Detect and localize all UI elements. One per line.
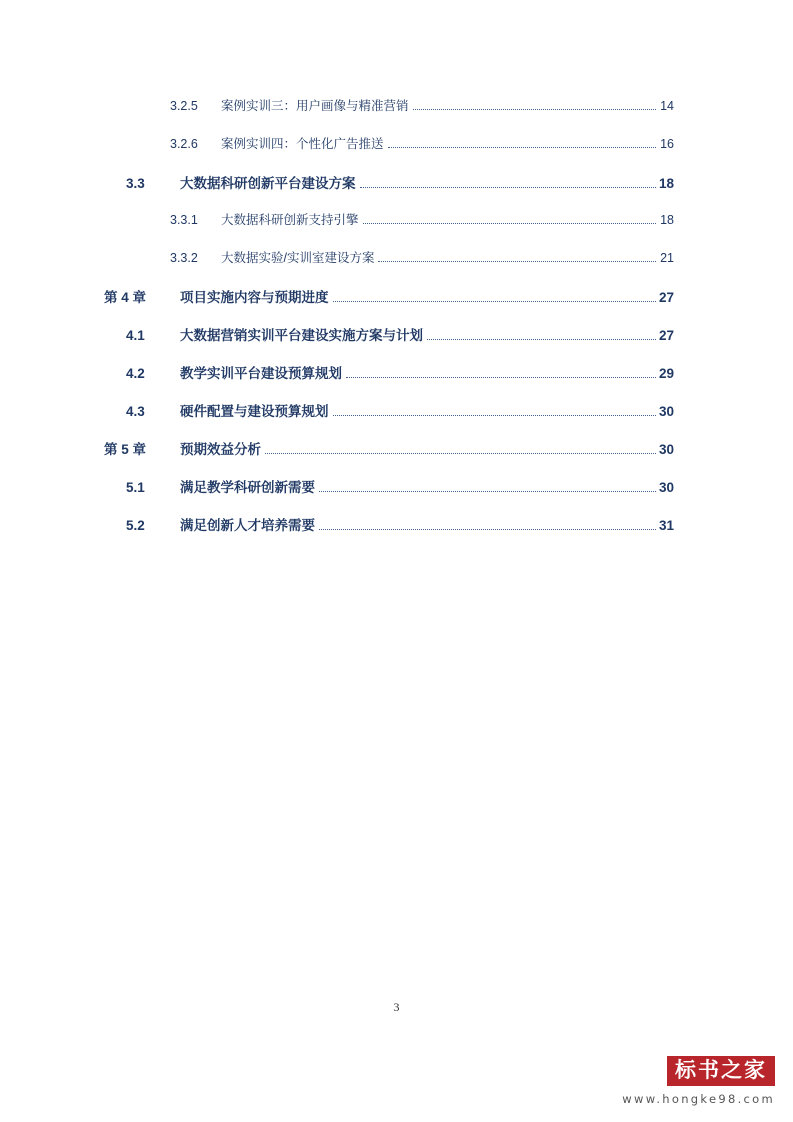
toc-entry-number: 5.2 [126, 518, 145, 533]
toc-entry-title: 大数据科研创新平台建设方案 [180, 176, 356, 191]
toc-leader-dots [378, 261, 656, 262]
toc-entry[interactable] [104, 514, 674, 552]
watermark-url: www.hongke98.com [622, 1092, 775, 1106]
toc-leader-dots [360, 187, 657, 188]
toc-entry-title: 案例实训四：个性化广告推送 [221, 137, 384, 151]
toc-leader-dots [346, 377, 656, 378]
toc-entry[interactable] [104, 96, 674, 134]
toc-entry-page: 29 [658, 366, 674, 381]
toc-leader-dots [363, 223, 656, 224]
toc-entry-page: 18 [658, 176, 674, 191]
toc-leader-dots [427, 339, 656, 340]
toc-entry-title: 满足教学科研创新需要 [180, 480, 315, 495]
toc-entry-title: 预期效益分析 [180, 442, 261, 457]
toc-leader-dots [319, 529, 656, 530]
toc-entry[interactable] [104, 362, 674, 400]
toc-leader-dots [413, 109, 656, 110]
toc-entry[interactable] [104, 248, 674, 286]
toc-entry-page: 27 [658, 290, 674, 305]
toc-leader-dots [265, 453, 656, 454]
toc-entry-page: 21 [660, 251, 674, 265]
toc-leader-dots [333, 415, 657, 416]
toc-entry[interactable] [104, 286, 674, 324]
toc-entry-number: 3.2.5 [170, 99, 198, 113]
toc-entry[interactable] [104, 210, 674, 248]
watermark [622, 1056, 775, 1106]
toc-entry[interactable] [104, 134, 674, 172]
toc-entry-title: 案例实训三：用户画像与精准营销 [221, 99, 409, 113]
toc-entry-number: 第 4 章 [104, 290, 147, 305]
toc-entry-number: 第 5 章 [104, 442, 147, 457]
toc-entry-page: 16 [660, 137, 674, 151]
toc-entry-page: 31 [658, 518, 674, 533]
toc-entry-number: 3.3 [126, 176, 145, 191]
toc-entry-number: 4.2 [126, 366, 145, 381]
toc-entry-number: 3.3.2 [170, 251, 198, 265]
table-of-contents [104, 96, 674, 552]
watermark-badge: 标书之家 [667, 1056, 775, 1086]
toc-entry-number: 5.1 [126, 480, 145, 495]
toc-entry[interactable] [104, 172, 674, 210]
toc-leader-dots [319, 491, 656, 492]
toc-entry-title: 教学实训平台建设预算规划 [180, 366, 342, 381]
toc-entry[interactable] [104, 476, 674, 514]
toc-entry-number: 3.3.1 [170, 213, 198, 227]
toc-entry-number: 4.1 [126, 328, 145, 343]
page-number: 3 [393, 1000, 400, 1014]
toc-entry-title: 大数据营销实训平台建设实施方案与计划 [180, 328, 423, 343]
toc-entry-title: 满足创新人才培养需要 [180, 518, 315, 533]
toc-entry[interactable] [104, 438, 674, 476]
toc-entry-title: 硬件配置与建设预算规划 [180, 404, 329, 419]
toc-entry-number: 4.3 [126, 404, 145, 419]
toc-entry-page: 14 [660, 99, 674, 113]
toc-entry-page: 30 [658, 480, 674, 495]
toc-leader-dots [388, 147, 656, 148]
toc-entry-title: 大数据实验/实训室建设方案 [221, 251, 375, 265]
toc-entry-page: 30 [658, 404, 674, 419]
toc-entry-title: 大数据科研创新支持引擎 [221, 213, 359, 227]
toc-entry-page: 30 [658, 442, 674, 457]
toc-entry-page: 27 [658, 328, 674, 343]
toc-leader-dots [333, 301, 657, 302]
toc-entry-page: 18 [660, 213, 674, 227]
toc-entry[interactable] [104, 324, 674, 362]
toc-entry-number: 3.2.6 [170, 137, 198, 151]
toc-entry-title: 项目实施内容与预期进度 [180, 290, 329, 305]
toc-entry[interactable] [104, 400, 674, 438]
